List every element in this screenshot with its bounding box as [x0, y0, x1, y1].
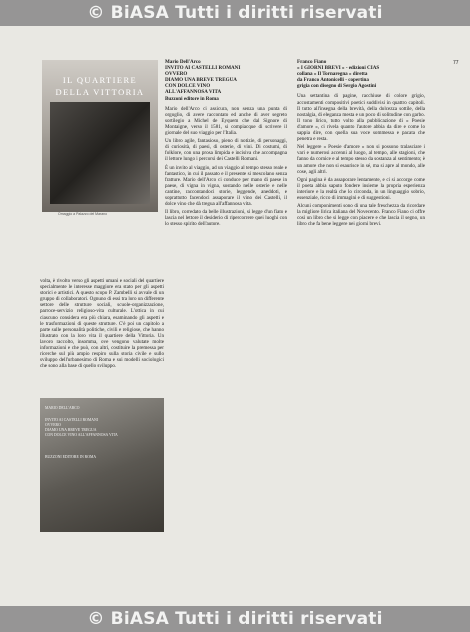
- review-column-3: [297, 59, 425, 229]
- figure-caption: Omaggio a Palazzo del Marano: [58, 212, 108, 216]
- plate-line: BUZZONI EDITORE IN ROMA: [45, 455, 97, 459]
- review-paragraph: volta, è rivolto verso gli aspetti umani e sociali del quartiere specialmente le interesse maggiore era stato per gli aspetti storici e artistici. A questo scopo P. Zambelli si avvale di un gruppo di collaboratori. Ognuno di essi tra loro un differente settore delle strutture sociali, scuole-organizzazione, parroce-servizio religioso-vita culturale. L'ottica in cui ciascuno considera era più chiara, esaminando gli aspetti e le trasformazioni di queste strutture. C'è poi un capitolo a parte sulle personalità politiche, civili e religiose, che hanno illustrato con la loro vita il quartiere della Vittoria. Un lavoro raccolto, insomma, ove vengono valutate molte informazioni e che può, con altri, costituire la premessa per ricerche sul più ampio respiro sulla storia civile e sullo sviluppo dell'urbanesimo di Roma e sui modelli sociologici che sono alla base di quello sviluppo.: [40, 278, 164, 370]
- title-line: CON DOLCE VINO: [165, 83, 211, 90]
- review-paragraph: Alcuni componimenti sono di una tale freschezza da ricordare la migliore lirica italiana del Novecento. Franco Fiano ci offre così un libro che si legge con piacere e che lascia il segno, un libro che fa bene leggere nei giorni brevi.: [297, 203, 425, 228]
- author-line: Franco Fiano: [297, 59, 327, 65]
- book-cover-plate: [40, 398, 164, 532]
- review-column-1: [40, 278, 164, 371]
- page-number: 77: [453, 60, 459, 66]
- review-header: [297, 59, 425, 89]
- title-line: ALL'AFFANNOSA VITA: [165, 89, 222, 96]
- book-cover-image: [42, 60, 158, 212]
- review-paragraph: Un libro agile, fantasioso, pieno di notizie, di personaggi, di curiosità, di paesi, di osterie, di vini. Di costumi, di folklore, con una prosa limpida e incisiva che accompagna il lettore lungo i percorsi dei Castelli Romani.: [165, 138, 287, 163]
- review-paragraph: Mario dell'Arco ci assicura, non senza una punta di orgoglio, di avere raccontato ed anche di aver segreto sortilegio a Michel de Eyquem che dal Signore di Montaigne, verso il 1581, si compiacque di scrivere il giornale del suo viaggio per l'Italia.: [165, 105, 287, 137]
- watermark-banner-top: © BiASA Tutti i diritti riservati: [0, 0, 470, 26]
- plate-line: DIAMO UNA BREVE TREGUA: [45, 428, 97, 432]
- review-paragraph: Una settantina di pagine, racchiuse di colore grigio, accostamenti compositivi poetici suddivisi in quattro capitoli. Il tutto all'insegna della brevità, della dolcezza sottile, della nostalgia, di eleganza mesta e un poco di solitudine con garbo. Il tono lirico, tutto volto alla pubblicazione di « Poesie d'amore », ci rivela quanto l'autore abbia da dire e come lo sappia dire, con quella sua voce sommessa e pacata che penetra e resta.: [297, 93, 425, 143]
- title-line: OVVERO: [165, 71, 188, 78]
- review-column-2: [165, 59, 287, 229]
- review-paragraph: Nel leggere « Poesie d'amore » non si possono tralasciare i vari e numerosi accenni al luogo, al tempo, alle stagioni, che fanno da cornice e al tempo stesso da sostanza al sentimento; è un amore che non si esaurisce in sé, ma si apre al mondo, alle cose, agli altri.: [297, 144, 426, 175]
- plate-line: OVVERO: [45, 423, 61, 427]
- review-paragraph: È un invito al viaggio, ad un viaggio al tempo stesso reale e fantastico, in cui il passato e il presente si mescolano senza fratture. Mario dell'Arco ci conduce per mano di paese in paese, di vigna in vigna, sostando nelle osterie e nelle cantine, raccontandoci storie, leggende, aneddoti, e soprattutto facendoci assaporare il vino dei Castelli, il dolce vino che dà tregua all'affannosa vita.: [165, 164, 287, 208]
- author-line: Mario Dell'Arco: [165, 59, 201, 65]
- publisher-line: Buzzoni editore in Roma: [165, 95, 219, 102]
- review-paragraph: Il libro, corredato da belle illustrazioni, si legge d'un fiato e lascia nel lettore il desiderio di ripercorrere quei luoghi con lo stesso spirito dell'autore.: [165, 209, 287, 228]
- review-paragraph: Ogni pagina è da assaporare lentamente, e ci si accorge come il poeta abbia saputo fondere insieme la propria esperienza interiore e la realtà che lo circonda, in un linguaggio sobrio, essenziale, ricco di immagini e di suggestioni.: [297, 176, 425, 201]
- plate-line: INVITO AI CASTELLI ROMANI: [45, 418, 98, 422]
- review-header: [165, 59, 287, 102]
- title-line: grigia con disegno di Sergio Agostini: [297, 83, 377, 90]
- title-line: INVITO AI CASTELLI ROMANI: [165, 65, 241, 72]
- title-line: « I GIORNI BREVI » - edizioni CIAS: [297, 65, 380, 72]
- title-line: collana « Il Tornaregna » diretta: [297, 71, 368, 78]
- cover-photo: [50, 102, 150, 204]
- plate-line: CON DOLCE VINO ALL'AFFANNOSA VITA: [45, 433, 118, 437]
- cover-subtitle: DELLA VITTORIA: [55, 87, 145, 97]
- title-line: DIAMO UNA BREVE TREGUA: [165, 77, 237, 84]
- title-line: da Franco Antonicelli - copertina: [297, 77, 369, 84]
- watermark-banner-bottom: © BiASA Tutti i diritti riservati: [0, 606, 470, 632]
- plate-line: MARIO DELL'ARCO: [45, 406, 80, 410]
- cover-title: IL QUARTIERE: [62, 75, 138, 85]
